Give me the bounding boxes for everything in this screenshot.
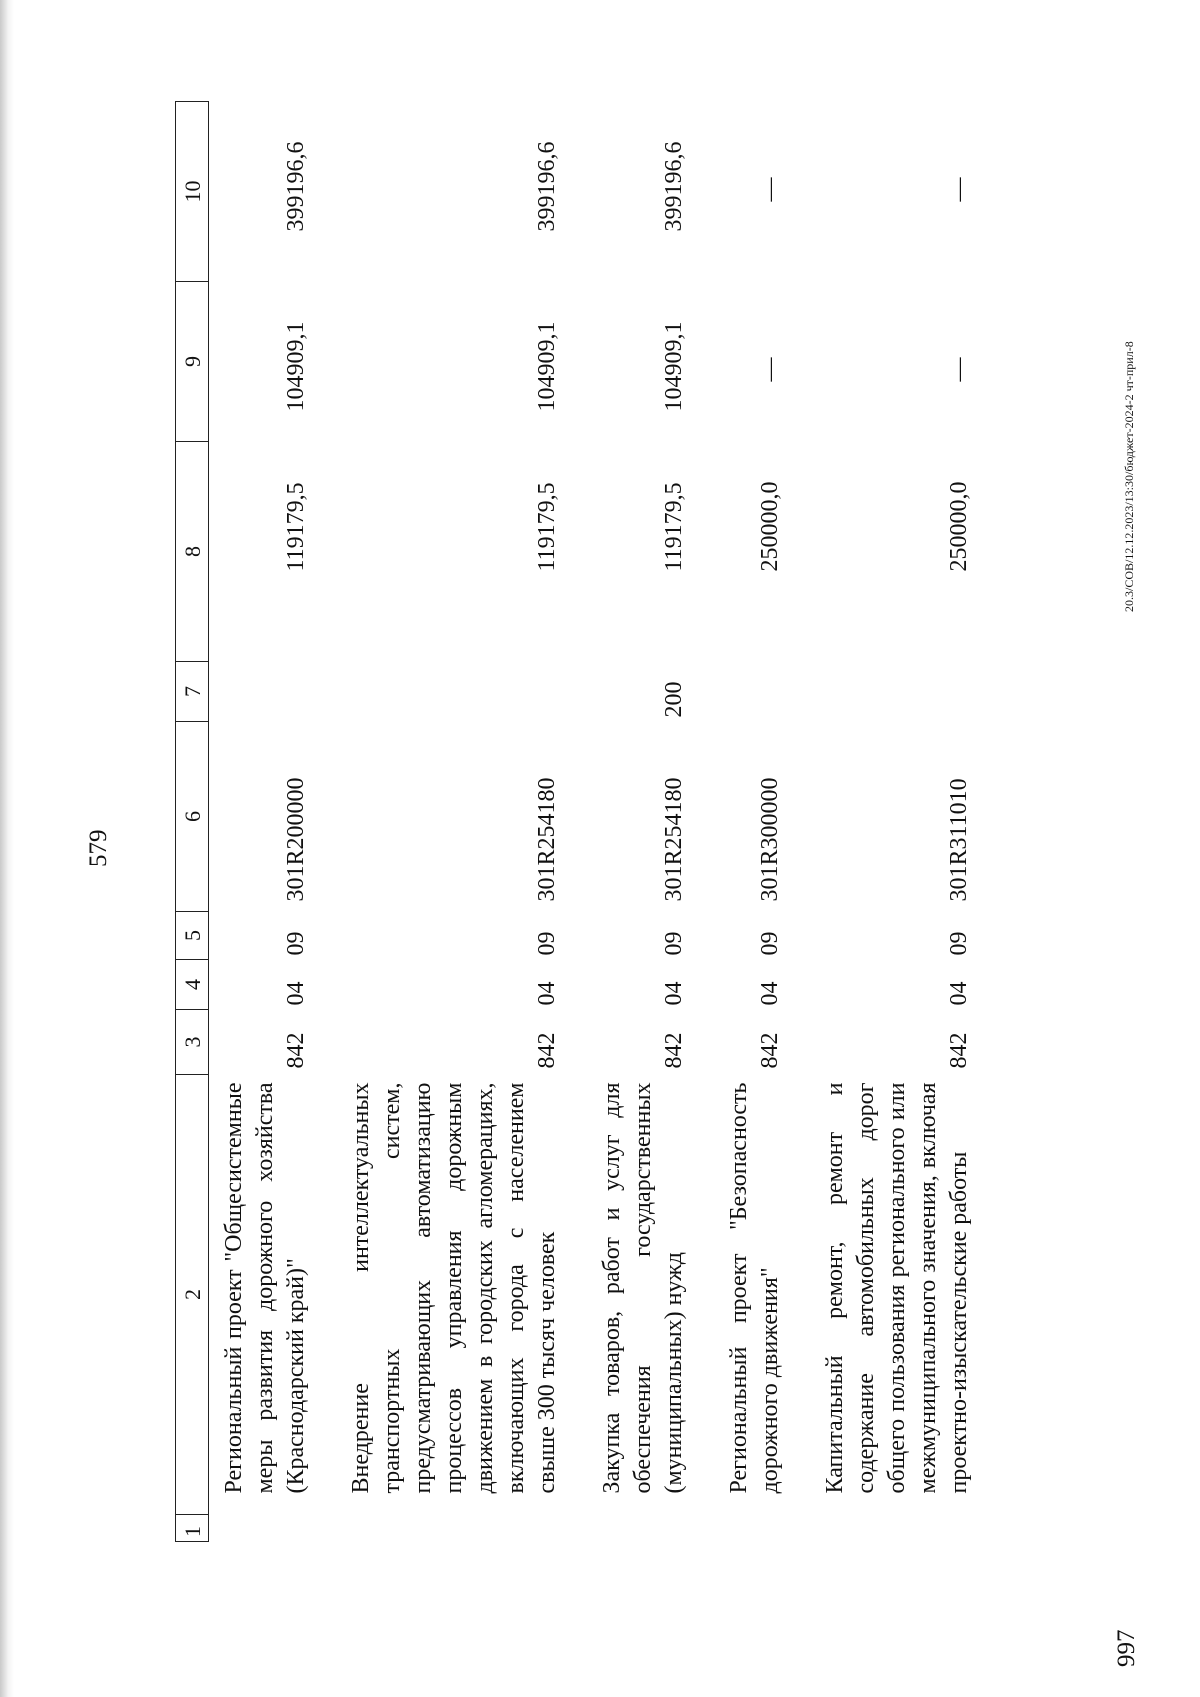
cell-col-4: 04 — [946, 981, 972, 1006]
cell-col-5: 09 — [534, 931, 560, 956]
cell-col-4: 04 — [757, 981, 783, 1006]
header-col-8: 8 — [176, 442, 209, 662]
cell-col-3: 842 — [946, 1032, 972, 1069]
cell-col-8: 119179,5 — [283, 482, 309, 572]
cell-col-7 — [714, 662, 810, 722]
header-col-4: 4 — [176, 960, 209, 1010]
cell-col-3: 842 — [757, 1032, 783, 1069]
cell-col-8: 250000,0 — [757, 481, 783, 572]
cell-col-6: 301R200000 — [283, 777, 309, 902]
row-name: Региональный проект "Безопасность дорожного движения" — [726, 1082, 783, 1494]
page-number-top: 579 — [85, 829, 112, 867]
cell-col-5: 09 — [661, 931, 687, 956]
cell-col-3: 842 — [661, 1032, 687, 1069]
dash-mark: — — [946, 357, 972, 382]
cell-col-4: 04 — [661, 981, 687, 1006]
dash-mark: — — [757, 357, 783, 382]
table-row — [587, 102, 714, 1542]
header-col-3: 3 — [176, 1010, 209, 1075]
cell-col-9: 104909,1 — [534, 321, 560, 412]
cell-col-6: 301R254180 — [661, 777, 687, 902]
cell-col-4: 04 — [283, 981, 309, 1006]
row-name: Внедрение интеллектуальных транспортных систем, предусматривающих автоматизацию процессов управления дорожным движением в городских агломерациях, включающих города с населением свыше 300 тысяч человек — [348, 1082, 560, 1494]
header-col-6: 6 — [176, 722, 209, 912]
cell-col-7 — [336, 662, 587, 722]
cell-col-5: 09 — [946, 931, 972, 956]
page-number-bottom: 997 — [1113, 1629, 1140, 1667]
dash-mark: — — [757, 177, 783, 202]
header-col-2: 2 — [176, 1075, 209, 1515]
cell-col-10: 399196,6 — [534, 141, 560, 232]
table-row — [336, 102, 587, 1542]
header-row — [176, 102, 209, 1542]
table-row — [810, 102, 999, 1542]
cell-col-5: 09 — [757, 931, 783, 956]
row-name: Закупка товаров, работ и услуг для обеспечения государственных (муниципальных) нужд — [599, 1082, 687, 1494]
cell-col-4: 04 — [534, 981, 560, 1006]
cell-col-8: 250000,0 — [946, 481, 972, 572]
header-col-1: 1 — [176, 1515, 209, 1542]
cell-col-9: 104909,1 — [661, 321, 687, 412]
cell-col-9: 104909,1 — [283, 321, 309, 412]
cell-col-10: 399196,6 — [283, 141, 309, 232]
budget-table — [175, 101, 999, 1542]
cell-col-10: 399196,6 — [661, 141, 687, 232]
row-name: Капитальный ремонт, ремонт и содержание автомобильных дорог общего пользования регионального или межмуниципального значения, включая проектно-изыскательские работы — [822, 1082, 972, 1494]
cell-col-7 — [209, 662, 337, 722]
cell-col-8: 119179,5 — [534, 482, 560, 572]
dash-mark: — — [946, 177, 972, 202]
cell-col-9 — [810, 282, 999, 442]
cell-col-3: 842 — [534, 1032, 560, 1069]
cell-col-10 — [714, 102, 810, 282]
table-row — [714, 102, 810, 1542]
header-col-5: 5 — [176, 912, 209, 960]
table-row — [209, 102, 337, 1542]
cell-col-9 — [714, 282, 810, 442]
cell-col-8: 119179,5 — [661, 482, 687, 572]
cell-col-7: 200 — [661, 681, 687, 718]
cell-col-7 — [810, 662, 999, 722]
header-col-9: 9 — [176, 282, 209, 442]
row-name: Региональный проект "Общесистемные меры развития дорожного хозяйства (Краснодарский край)" — [221, 1082, 309, 1494]
cell-col-5: 09 — [283, 931, 309, 956]
header-col-7: 7 — [176, 662, 209, 722]
footer-document-code: 20.3/СОВ/12.12.2023/13:30/бюджет-2024-2 чт-прил-8 — [1122, 341, 1136, 612]
cell-col-6: 301R300000 — [757, 777, 783, 902]
cell-col-3: 842 — [283, 1032, 309, 1069]
cell-col-6: 301R311010 — [946, 778, 972, 902]
cell-col-6: 301R254180 — [534, 777, 560, 902]
header-col-10: 10 — [176, 102, 209, 282]
cell-col-10 — [810, 102, 999, 282]
